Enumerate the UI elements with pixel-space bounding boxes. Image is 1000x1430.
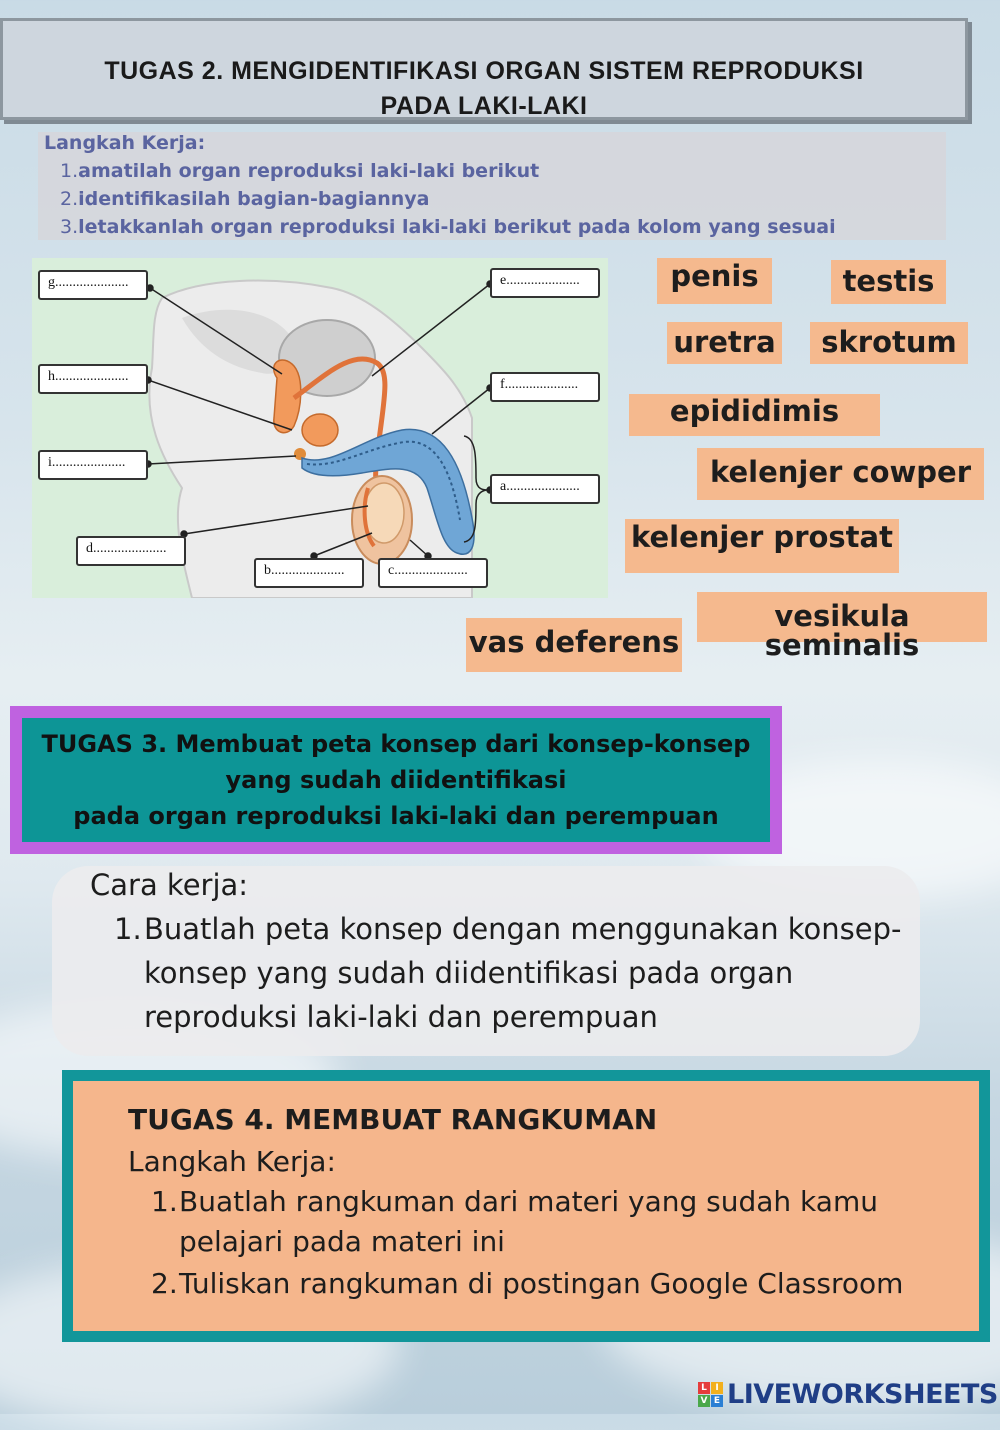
task3-title-box: [10, 706, 782, 854]
task4-step1-number: 1.: [151, 1185, 178, 1218]
step-number: 2.: [60, 188, 79, 210]
male-reproductive-diagram: [32, 258, 608, 598]
word-tile-kelenjer-prostat[interactable]: kelenjer prostat: [625, 519, 899, 573]
task3-method-box: [52, 866, 920, 1056]
task3-title-line: pada organ reproduksi laki-laki dan perempuan: [73, 802, 719, 830]
logo-letter: I: [711, 1382, 723, 1394]
label-slot-g[interactable]: g.....................: [38, 270, 148, 300]
task4-step1-line: pelajari pada materi ini: [179, 1225, 505, 1258]
word-tile-vas-deferens[interactable]: vas deferens: [466, 618, 682, 672]
task3-method-line: Buatlah peta konsep dengan menggunakan konsep-: [144, 912, 902, 946]
task4-title: TUGAS 4. MEMBUAT RANGKUMAN: [128, 1103, 658, 1136]
label-slot-e[interactable]: e.....................: [490, 268, 600, 298]
task2-title-line2: PADA LAKI-LAKI: [380, 92, 588, 120]
task2-step-3: [60, 216, 836, 238]
task3-title-line: yang sudah diidentifikasi: [225, 766, 567, 794]
word-tile-testis[interactable]: testis: [831, 260, 946, 304]
word-tile-penis[interactable]: penis: [657, 258, 772, 304]
step-text: identifikasilah bagian-bagiannya: [78, 188, 430, 210]
step-text: letakkanlah organ reproduksi laki-laki berikut pada kolom yang sesuai: [78, 216, 836, 238]
label-slot-i[interactable]: i.....................: [38, 450, 148, 480]
task3-title-inner: [22, 718, 770, 842]
logo-letter: E: [711, 1395, 723, 1407]
task4-step2-text: Tuliskan rangkuman di postingan Google Classroom: [179, 1267, 904, 1300]
task3-method-line: reproduksi laki-laki dan perempuan: [144, 1000, 658, 1034]
liveworksheets-wordmark: LIVEWORKSHEETS: [727, 1378, 998, 1410]
task2-title-line1: TUGAS 2. MENGIDENTIFIKASI ORGAN SISTEM REPRODUKSI: [104, 57, 864, 85]
logo-letter: V: [698, 1395, 710, 1407]
label-slot-f[interactable]: f.....................: [490, 372, 600, 402]
task3-method-heading: Cara kerja:: [90, 868, 249, 902]
task3-title-line: TUGAS 3. Membuat peta konsep dari konsep-konsep: [41, 730, 751, 758]
step-number: 3.: [60, 216, 79, 238]
task2-steps: [38, 132, 946, 240]
task4-step2-number: 2.: [151, 1267, 178, 1300]
word-tile-vesikula-seminalis[interactable]: vesikula seminalis: [697, 592, 987, 642]
label-slot-b[interactable]: b.....................: [254, 558, 364, 588]
liveworksheets-brand: [698, 1378, 998, 1410]
step-number: 1.: [60, 160, 79, 182]
word-tile-epididimis[interactable]: epididimis: [629, 394, 880, 436]
word-tile-skrotum[interactable]: skrotum: [810, 322, 968, 364]
task4-box: [62, 1070, 990, 1342]
task4-steps-heading: Langkah Kerja:: [128, 1145, 336, 1178]
word-tile-kelenjer-cowper[interactable]: kelenjer cowper: [697, 448, 984, 500]
label-slot-h[interactable]: h.....................: [38, 364, 148, 394]
prostate-shape: [302, 414, 338, 446]
logo-letter: L: [698, 1382, 710, 1394]
task2-step-2: [60, 188, 429, 210]
task3-method-line: konsep yang sudah diidentifikasi pada organ: [144, 956, 794, 990]
task4-step1-line: Buatlah rangkuman dari materi yang sudah kamu: [179, 1185, 878, 1218]
label-slot-a[interactable]: a.....................: [490, 474, 600, 504]
word-tile-uretra[interactable]: uretra: [667, 322, 782, 364]
task2-step-1: [60, 160, 539, 182]
liveworksheets-logo-icon: [698, 1382, 723, 1407]
task2-title-box: [0, 18, 968, 120]
label-slot-c[interactable]: c.....................: [378, 558, 488, 588]
task3-method-number: 1.: [114, 912, 142, 946]
task2-steps-heading: Langkah Kerja:: [44, 132, 206, 154]
step-text: amatilah organ reproduksi laki-laki berikut: [78, 160, 540, 182]
label-slot-d[interactable]: d.....................: [76, 536, 186, 566]
